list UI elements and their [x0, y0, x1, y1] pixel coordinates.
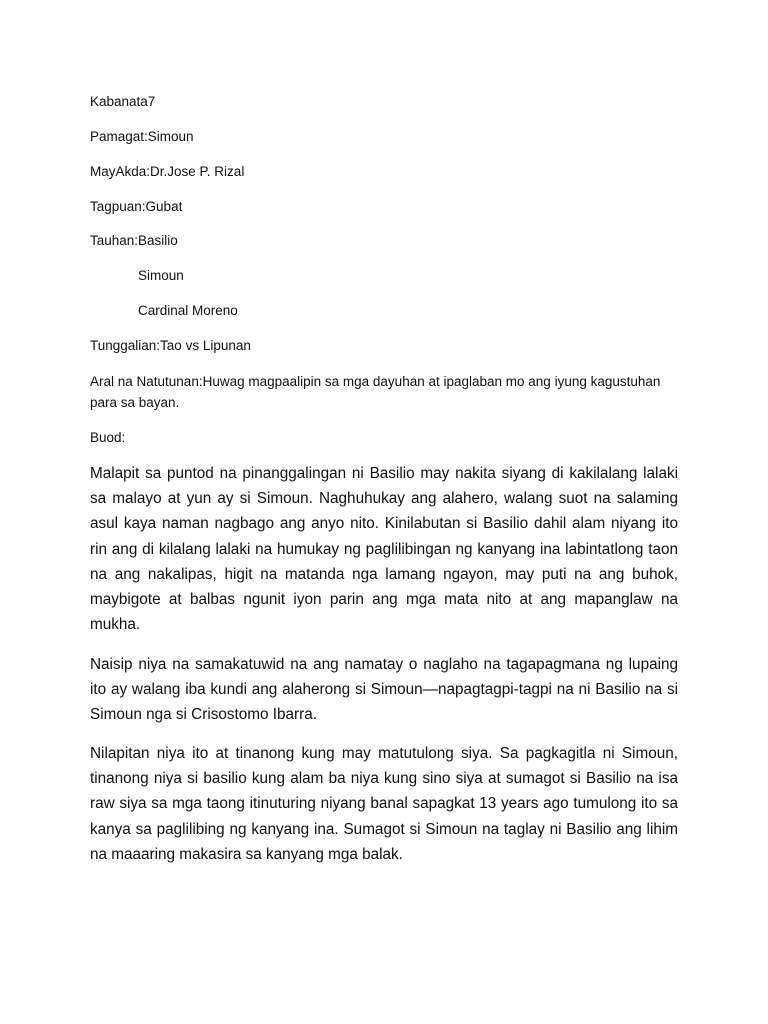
lesson-field: Aral na Natutunan:Huwag magpaalipin sa mga dayuhan at ipaglaban mo ang iyung kagustuhan para sa bayan.: [90, 374, 661, 410]
character-item: Simoun: [138, 268, 184, 283]
summary-paragraph: Naisip niya na samakatuwid na ang namatay o naglaho na tagapagmana ng lupaing ito ay walang iba kundi ang alaherong si Simoun—napagtagpi-tagpi na ni Basilio na si Simoun nga si Crisostomo Ibarra.: [90, 656, 678, 724]
summary-label: Buod:: [90, 430, 126, 445]
characters-field: Tauhan:Basilio: [90, 233, 178, 248]
summary-paragraph: Nilapitan niya ito at tinanong kung may matutulong siya. Sa pagkagitla ni Simoun, tinanong niya si basilio kung alam ba niya kung sino siya at sumagot si Basilio na isa raw siya sa mga taong itinuturing niyang banal sapagkat 13 years ago tumulong ito sa kanya sa paglilibing ng kanyang ina. Sumagot si Simoun na taglay ni Basilio ang lihim na maaaring makasira sa kanyang mga balak.: [90, 745, 678, 863]
conflict-field: Tunggalian:Tao vs Lipunan: [90, 338, 251, 353]
summary-paragraph: Malapit sa puntod na pinanggalingan ni Basilio may nakita siyang di kakilalang lalaki sa malayo at yun ay si Simoun. Naghuhukay ang alahero, walang suot na salaming asul kaya naman nagbago ang anyo nito. Kinilabutan si Basilio dahil alam niyang ito rin ang di kilalang lalaki na humukay ng paglilibingan ng kanyang ina labintatlong taon na ang nakalipas, higit na matanda nga lamang ngayon, may puti na ang buhok, maybigote at balbas ngunit iyon parin ang mga mata nito at ang mapanglaw na mukha.: [90, 465, 678, 634]
character-item: Cardinal Moreno: [138, 303, 238, 318]
title-field: Pamagat:Simoun: [90, 129, 194, 144]
chapter-number: Kabanata7: [90, 94, 156, 109]
setting-field: Tagpuan:Gubat: [90, 199, 183, 214]
author-field: MayAkda:Dr.Jose P. Rizal: [90, 164, 245, 179]
